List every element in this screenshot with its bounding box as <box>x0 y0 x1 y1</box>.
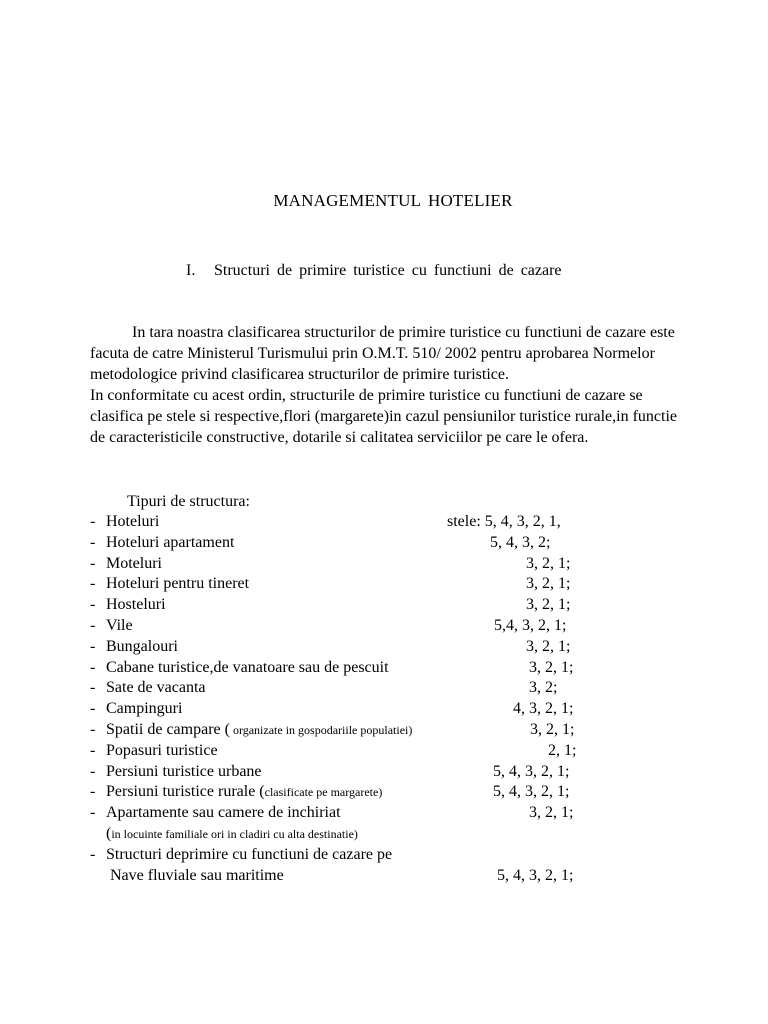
item-label: Campinguri <box>106 700 183 718</box>
item-label: Sate de vacanta <box>106 679 206 697</box>
item-value: 5, 4, 3, 2; <box>490 533 551 551</box>
item-label <box>106 720 412 741</box>
list-dash: - <box>90 616 96 634</box>
item-label: Hoteluri <box>106 513 160 530</box>
list-item <box>90 637 710 658</box>
item-value: 2, 1; <box>548 741 577 759</box>
list-item <box>90 574 710 595</box>
item-value: 3, 2, 1; <box>526 554 571 572</box>
list-item <box>90 512 710 533</box>
list-item-continuation <box>90 866 710 887</box>
list-dash: - <box>90 596 96 614</box>
item-label-text: Spatii de campare ( <box>106 720 230 738</box>
list-item <box>90 762 710 783</box>
list-dash: - <box>90 513 96 530</box>
list-dash: - <box>90 700 96 718</box>
list-dash: - <box>90 783 96 801</box>
item-value: 5, 4, 3, 2, 1; <box>493 783 570 801</box>
item-label: Apartamente sau camere de inchiriat <box>106 804 341 822</box>
list-dash: - <box>90 845 96 863</box>
section-number: I. <box>186 262 196 279</box>
section-heading-text: Structuri de primire turistice cu functiuni de cazare <box>214 262 562 279</box>
list-item <box>90 720 710 741</box>
item-label: Cabane turistice,de vanatoare sau de pescuit <box>106 658 389 676</box>
item-value: 3, 2, 1; <box>529 804 574 822</box>
list-dash: - <box>90 720 96 738</box>
item-note: organizate in gospodariile populatiei) <box>229 722 413 737</box>
item-note <box>106 824 358 845</box>
list-item <box>90 595 710 616</box>
list-item <box>90 782 710 803</box>
section-heading <box>186 262 562 280</box>
list-item <box>90 658 710 679</box>
paragraph-1: In tara noastra clasificarea structurilor de primire turistice cu functiuni de cazare este facuta de catre Ministerul Turismului prin O.M.T. 510/ 2002 pentru aprobarea Normelor metodologice privind clasificarea structurilor de primire turistice. <box>90 324 675 383</box>
list-item <box>90 554 710 575</box>
list-dash: - <box>90 637 96 655</box>
list-item <box>90 845 710 866</box>
item-value: 3, 2, 1; <box>526 637 571 655</box>
item-label: Hoteluri pentru tineret <box>106 575 250 593</box>
item-label-text: Persiuni turistice rurale ( <box>106 783 265 801</box>
item-value: 3, 2, 1; <box>530 720 575 738</box>
list-intro: Tipuri de structura: <box>127 493 250 510</box>
list-dash: - <box>90 575 96 593</box>
item-value: 3, 2, 1; <box>526 596 571 614</box>
list-dash: - <box>90 741 96 759</box>
item-value: 5, 4, 3, 2, 1; <box>497 866 574 884</box>
structure-types-list <box>90 512 710 886</box>
item-value: 3, 2, 1; <box>529 658 574 676</box>
list-dash: - <box>90 533 96 551</box>
list-item <box>90 699 710 720</box>
list-dash: - <box>90 804 96 822</box>
list-dash: - <box>90 554 96 572</box>
item-note-text: in locuinte familiale ori in cladiri cu alta destinatie) <box>111 826 358 841</box>
list-dash: - <box>90 679 96 697</box>
list-item <box>90 533 710 554</box>
item-value: 5,4, 3, 2, 1; <box>494 616 567 634</box>
body-text <box>90 322 680 448</box>
item-value: 3, 2, 1; <box>526 575 571 593</box>
item-label <box>106 782 382 803</box>
item-label: Moteluri <box>106 554 162 572</box>
item-value: 3, 2; <box>529 679 558 697</box>
item-label: Hosteluri <box>106 596 166 614</box>
list-dash: - <box>90 762 96 780</box>
item-label: Persiuni turistice urbane <box>106 762 262 780</box>
list-item <box>90 616 710 637</box>
item-label-continuation: Nave fluviale sau maritime <box>110 866 284 884</box>
item-value: 4, 3, 2, 1; <box>513 700 574 718</box>
item-note: clasificate pe margarete) <box>264 785 383 800</box>
list-item <box>90 803 710 824</box>
item-value: 5, 4, 3, 2, 1; <box>493 762 570 780</box>
paragraph-2: In conformitate cu acest ordin, structurile de primire turistice cu functiuni de cazare se clasifica pe stele si respective,flori (margarete)in cazul pensiunilor turistice rurale,in functie de caracteristicile constructive, dotarile si calitatea serviciilor pe care le ofera. <box>90 387 678 446</box>
list-item <box>90 741 710 762</box>
item-label: Popasuri turistice <box>106 741 218 759</box>
item-label: Vile <box>106 616 133 634</box>
item-value: stele: 5, 4, 3, 2, 1, <box>447 513 561 530</box>
list-item-note <box>90 824 710 845</box>
item-label: Hoteluri apartament <box>106 533 235 551</box>
list-item <box>90 678 710 699</box>
item-label: Structuri deprimire cu functiuni de cazare pe <box>106 845 393 863</box>
list-dash: - <box>90 658 96 676</box>
note-paren: ( <box>106 824 112 842</box>
item-label: Bungalouri <box>106 637 178 655</box>
document-title: MANAGEMENTUL HOTELIER <box>273 191 513 210</box>
